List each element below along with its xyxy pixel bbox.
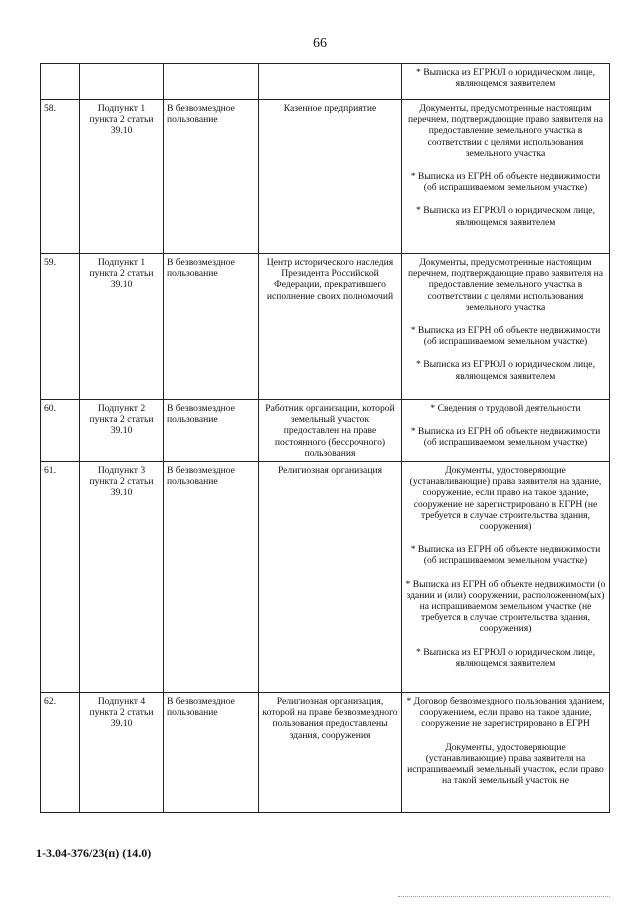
- table-row: [41, 64, 610, 100]
- applicant-category: Религиозная организация: [259, 462, 402, 693]
- document-item: * Выписка из ЕГРЮЛ о юридическом лице, являющемся заявителем: [416, 359, 595, 382]
- provision-form: [164, 64, 259, 100]
- provision-form: В безвозмездное пользование: [164, 400, 259, 462]
- provision-form: В безвозмездное пользование: [164, 693, 259, 813]
- applicant-category: Религиозная организация, которой на праве безвозмездного пользования предоставлены здания, сооружения: [259, 693, 402, 813]
- document-item: * Выписка из ЕГРН об объекте недвижимости (об испрашиваемом земельном участке): [410, 325, 601, 348]
- provision-form: В безвозмездное пользование: [164, 254, 259, 400]
- required-documents: [402, 64, 610, 100]
- document-item: * Сведения о трудовой деятельности: [430, 403, 581, 414]
- table-row: [41, 462, 610, 693]
- document-item: * Договор безвозмездного пользования зданием, сооружением, если право на такое здание, сооружение не зарегистрировано в ЕГРН: [406, 696, 605, 730]
- documents-table: [40, 63, 610, 813]
- applicant-category: Центр исторического наследия Президента Российской Федерации, прекратившего исполнение своих полномочий: [259, 254, 402, 400]
- row-number: [41, 64, 80, 100]
- legal-subclause: Подпункт 4 пункта 2 статьи 39.10: [80, 693, 164, 813]
- document-item: * Выписка из ЕГРЮЛ о юридическом лице, являющемся заявителем: [416, 646, 595, 669]
- row-number: 62.: [41, 693, 80, 813]
- required-documents: [402, 254, 610, 400]
- row-number: 61.: [41, 462, 80, 693]
- document-item: * Выписка из ЕГРЮЛ о юридическом лице, являющемся заявителем: [416, 205, 595, 228]
- document-item: * Выписка из ЕГРН об объекте недвижимости (о здании и (или) сооружении, расположенном(ых) на испрашиваемом земельном участке (не требуется в случае строительства здания, сооружения): [405, 578, 606, 635]
- document-code: 1-3.04-376/23(п) (14.0): [36, 846, 152, 860]
- provision-form: В безвозмездное пользование: [164, 462, 259, 693]
- legal-subclause: Подпункт 1 пункта 2 статьи 39.10: [80, 100, 164, 254]
- applicant-category: Казенное предприятие: [259, 100, 402, 254]
- legal-subclause: [80, 64, 164, 100]
- table-row: [41, 254, 610, 400]
- page-number: 66: [313, 36, 327, 51]
- document-item: Документы, предусмотренные настоящим перечнем, подтверждающие право заявителя на предоставление земельного участка в соответствии с целями использования земельного участка: [407, 257, 604, 313]
- document-item: Документы, удостоверяющие (устанавливающие) права заявителя на испрашиваемый земельный участок, если право на такой земельный участок не: [407, 741, 604, 787]
- legal-subclause: Подпункт 1 пункта 2 статьи 39.10: [80, 254, 164, 400]
- table-row: [41, 100, 610, 254]
- footer-divider: [398, 896, 610, 897]
- table-row: [41, 400, 610, 462]
- applicant-category: [259, 64, 402, 100]
- document-item: * Выписка из ЕГРН об объекте недвижимости (об испрашиваемом земельном участке): [410, 426, 601, 449]
- document-item: Документы, удостоверяющие (устанавливающие) права заявителя на здание, сооружение, если право на такое здание, сооружение не зарегистрировано в ЕГРН (не требуется в случае строительства здания, сооружения): [409, 465, 602, 533]
- provision-form: В безвозмездное пользование: [164, 100, 259, 254]
- row-number: 58.: [41, 100, 80, 254]
- row-number: 59.: [41, 254, 80, 400]
- document-item: * Выписка из ЕГРН об объекте недвижимости (об испрашиваемом земельном участке): [410, 544, 601, 567]
- required-documents: [402, 400, 610, 462]
- required-documents: [402, 462, 610, 693]
- required-documents: [402, 100, 610, 254]
- row-number: 60.: [41, 400, 80, 462]
- document-item: Документы, предусмотренные настоящим перечнем, подтверждающие право заявителя на предоставление земельного участка в соответствии с целями использования земельного участка: [407, 103, 604, 159]
- legal-subclause: Подпункт 3 пункта 2 статьи 39.10: [80, 462, 164, 693]
- table-row: [41, 693, 610, 813]
- legal-subclause: Подпункт 2 пункта 2 статьи 39.10: [80, 400, 164, 462]
- required-documents: [402, 693, 610, 813]
- document-item: * Выписка из ЕГРЮЛ о юридическом лице, являющемся заявителем: [416, 67, 595, 90]
- applicant-category: Работник организации, которой земельный участок предоставлен на праве постоянного (бессрочного) пользования: [259, 400, 402, 462]
- document-item: * Выписка из ЕГРН об объекте недвижимости (об испрашиваемом земельном участке): [410, 171, 601, 194]
